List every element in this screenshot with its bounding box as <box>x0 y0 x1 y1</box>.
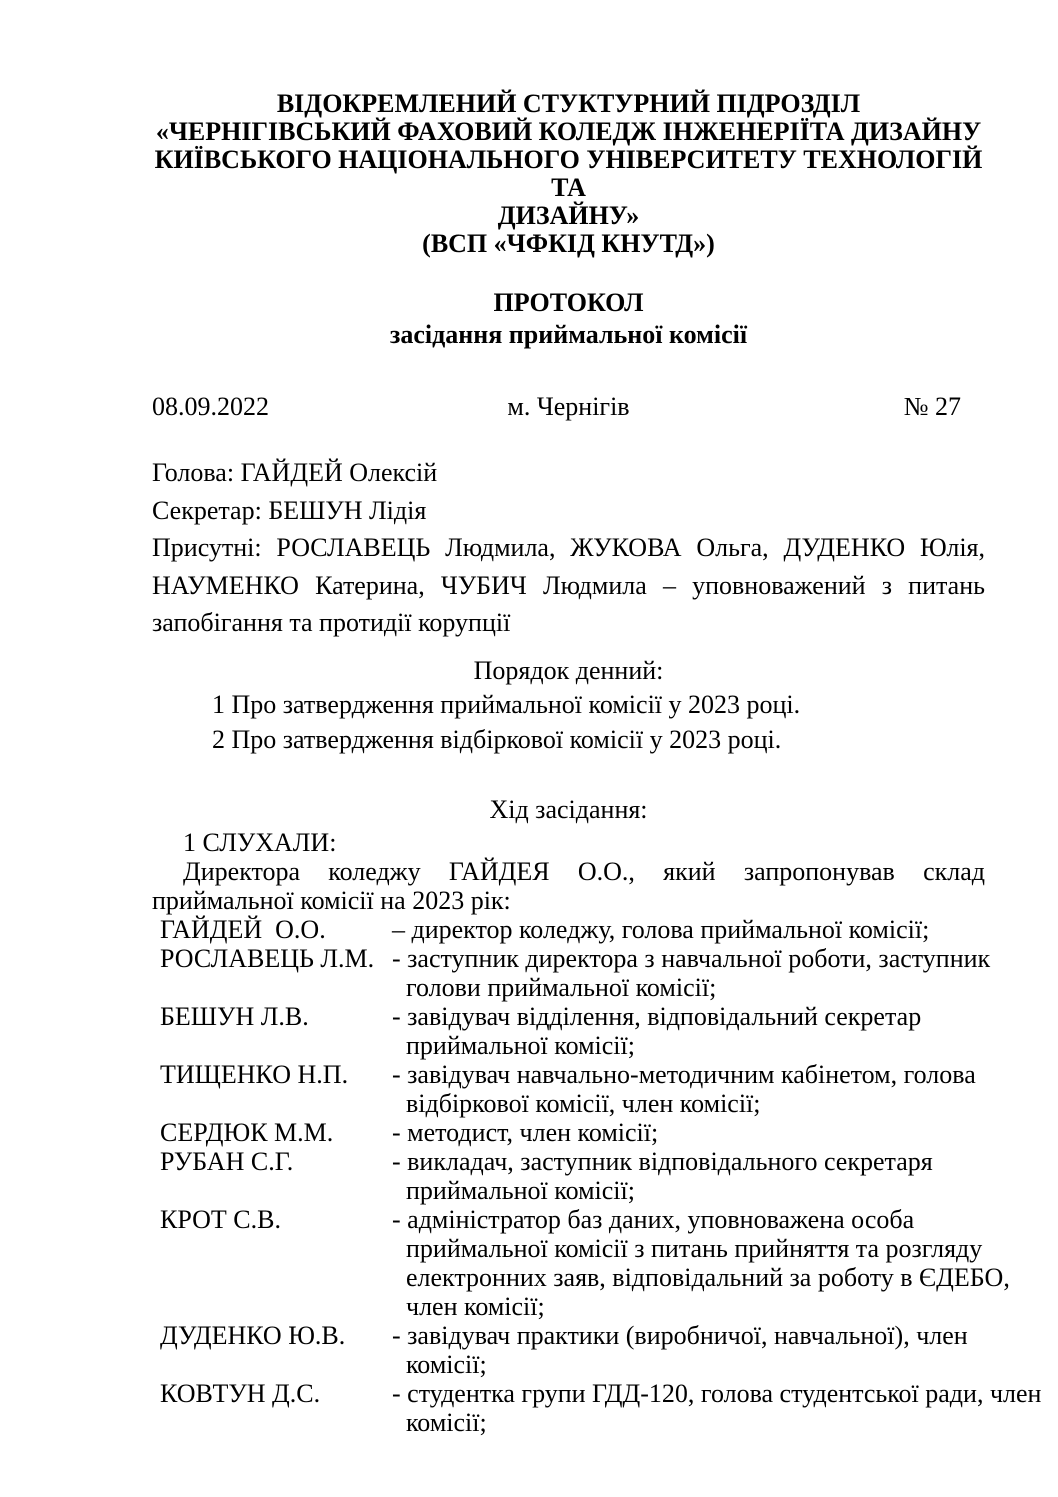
member-role: - адміністратор баз даних, уповноважена особа приймальної комісії з питань прийняття та розгляду електронних заяв, відповідальний за роботу в ЄДЕБО, член комісії; <box>392 1205 1010 1321</box>
member-name: КОВТУН Д.С. <box>160 1379 321 1408</box>
member-name: КРОТ С.В. <box>160 1205 281 1234</box>
document-header <box>152 90 985 258</box>
agenda-item: 1 Про затвердження приймальної комісії у 2023 році. <box>212 690 801 719</box>
member-row <box>152 1147 985 1205</box>
member-name: СЕРДЮК М.М. <box>160 1118 334 1147</box>
member-name: ТИЩЕНКО Н.П. <box>160 1060 349 1089</box>
document-title: ПРОТОКОЛ <box>493 288 644 317</box>
official-line: Секретар: БЕШУН Лідія <box>152 495 427 525</box>
member-row <box>152 915 985 944</box>
member-role: - заступник директора з навчальної роботи, заступник голови приймальної комісії; <box>392 944 991 1002</box>
doc-number: № 27 <box>903 392 961 421</box>
member-row <box>152 1002 985 1060</box>
agenda-item: 2 Про затвердження відбіркової комісії у 2023 році. <box>212 724 782 754</box>
member-row <box>152 1321 985 1379</box>
member-role: - викладач, заступник відповідального секретаря приймальної комісії; <box>392 1147 933 1205</box>
member-role: - завідувач практики (виробничої, навчальної), член комісії; <box>392 1321 968 1379</box>
header-line: ВІДОКРЕМЛЕНИЙ СТУКТУРНИЙ ПІДРОЗДІЛ <box>276 89 861 118</box>
doc-place: м. Чернігів <box>507 392 630 421</box>
agenda-heading: Порядок денний: <box>473 655 664 685</box>
official-line: Присутні: РОСЛАВЕЦЬ Людмила, ЖУКОВА Ольга, ДУДЕНКО Юлія, НАУМЕНКО Катерина, ЧУБИЧ Людмила – уповноважений з питань запобігання та протидії корупції <box>152 533 985 637</box>
member-role: – директор коледжу, голова приймальної комісії; <box>392 915 930 944</box>
header-line: (ВСП «ЧФКІД КНУТД») <box>422 229 715 258</box>
member-role: - завідувач навчально-методичним кабінетом, голова відбіркової комісії, член комісії; <box>392 1060 976 1118</box>
member-row <box>152 1118 985 1147</box>
doc-date: 08.09.2022 <box>152 392 269 421</box>
header-line: «ЧЕРНІГІВСЬКИЙ ФАХОВИЙ КОЛЕДЖ ІНЖЕНЕРІЇТА ДИЗАЙНУ <box>155 117 982 146</box>
member-name: БЕШУН Л.В. <box>160 1002 309 1031</box>
member-name: ДУДЕНКО Ю.В. <box>160 1321 346 1350</box>
proceedings-intro: Директора коледжу ГАЙДЕЯ О.О., який запропонував склад приймальної комісії на 2023 рік: <box>152 857 985 915</box>
agenda-block <box>152 654 985 758</box>
member-name: РУБАН С.Г. <box>160 1147 294 1176</box>
members-list <box>152 915 1042 1437</box>
meta-row <box>152 392 985 422</box>
officials-block <box>152 454 985 642</box>
member-row <box>152 1060 985 1118</box>
member-role: - студентка групи ГДД-120, голова студентської ради, член комісії; <box>392 1379 1042 1437</box>
document-subtitle: засідання приймальної комісії <box>389 320 748 349</box>
agenda-items <box>152 688 985 757</box>
header-line: ДИЗАЙНУ» <box>497 201 640 230</box>
proceedings-heading: Хід засідання: <box>489 795 648 824</box>
header-line: КИЇВСЬКОГО НАЦІОНАЛЬНОГО УНІВЕРСИТЕТУ ТЕХНОЛОГІЙ ТА <box>154 145 983 202</box>
official-line: Голова: ГАЙДЕЙ Олексій <box>152 458 438 487</box>
member-row <box>152 944 991 1002</box>
member-row <box>152 1205 1010 1321</box>
member-row <box>152 1379 1042 1437</box>
member-role: - завідувач відділення, відповідальний секретар приймальної комісії; <box>392 1002 922 1060</box>
member-role: - методист, член комісії; <box>392 1118 659 1147</box>
proceedings-item-label: 1 СЛУХАЛИ: <box>183 828 337 857</box>
member-name: РОСЛАВЕЦЬ Л.М. <box>160 944 375 973</box>
member-name: ГАЙДЕЙ О.О. <box>160 915 326 944</box>
